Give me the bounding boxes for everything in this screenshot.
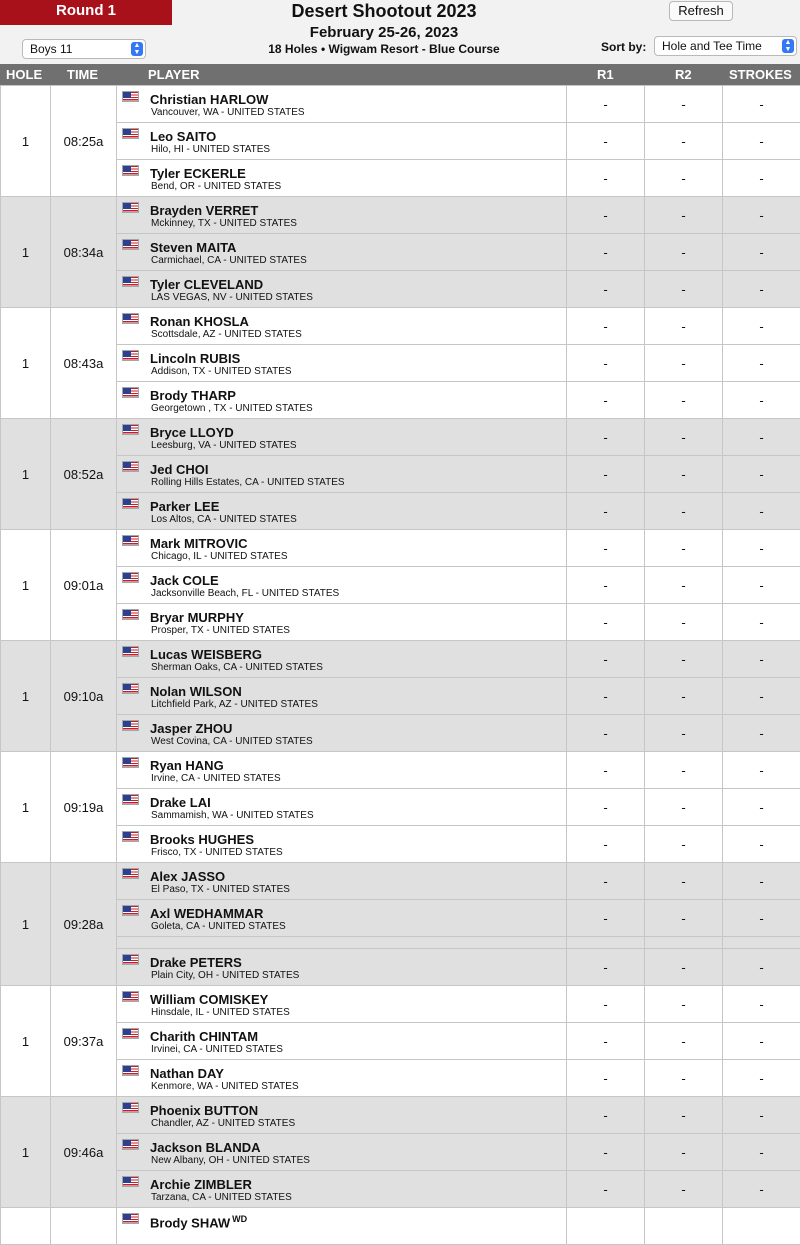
table-row[interactable] (1, 419, 800, 456)
us-flag-icon (122, 165, 139, 176)
player-name[interactable]: Nolan WILSON (150, 684, 242, 699)
withdrawn-badge: WD (232, 1214, 247, 1224)
chevron-updown-icon: ▲ ▼ (131, 42, 143, 56)
strokes-cell: - (723, 949, 800, 986)
r2-cell: - (645, 641, 723, 678)
player-location: Chicago, IL - UNITED STATES (151, 551, 288, 562)
strokes-cell: - (723, 86, 800, 123)
r2-cell: - (645, 900, 723, 937)
us-flag-icon (122, 991, 139, 1002)
strokes-cell: - (723, 678, 800, 715)
r1-cell: - (567, 456, 645, 493)
player-location: Georgetown , TX - UNITED STATES (151, 403, 313, 414)
us-flag-icon (122, 954, 139, 965)
strokes-cell: - (723, 1060, 800, 1097)
r1-cell: - (567, 604, 645, 641)
col-strokes: STROKES (729, 67, 792, 82)
player-name[interactable]: Bryar MURPHY (150, 610, 244, 625)
time-cell: 09:19a (51, 752, 117, 863)
player-location: El Paso, TX - UNITED STATES (151, 884, 290, 895)
chevron-updown-icon: ▲ ▼ (782, 39, 794, 53)
time-cell: 08:34a (51, 197, 117, 308)
table-row[interactable] (1, 949, 800, 986)
player-location: Plain City, OH - UNITED STATES (151, 970, 299, 981)
r2-cell: - (645, 715, 723, 752)
r1-cell: - (567, 1171, 645, 1208)
player-cell (117, 234, 567, 271)
hole-cell (1, 1208, 51, 1245)
player-location: Bend, OR - UNITED STATES (151, 181, 281, 192)
player-name[interactable]: Jackson BLANDA (150, 1140, 261, 1155)
us-flag-icon (122, 572, 139, 583)
strokes-cell: - (723, 456, 800, 493)
strokes-cell: - (723, 530, 800, 567)
player-name[interactable]: Phoenix BUTTON (150, 1103, 258, 1118)
table-row[interactable] (1, 123, 800, 160)
player-location: Sammamish, WA - UNITED STATES (151, 810, 314, 821)
r1-cell: - (567, 345, 645, 382)
r1-cell: - (567, 986, 645, 1023)
r1-cell: - (567, 863, 645, 900)
r2-cell: - (645, 308, 723, 345)
player-location: Irvinei, CA - UNITED STATES (151, 1044, 283, 1055)
strokes-cell: - (723, 900, 800, 937)
table-row[interactable] (1, 234, 800, 271)
time-cell: 08:52a (51, 419, 117, 530)
strokes-cell: - (723, 123, 800, 160)
player-cell (117, 345, 567, 382)
r1-cell: - (567, 308, 645, 345)
col-r1: R1 (597, 67, 614, 82)
time-cell: 09:10a (51, 641, 117, 752)
strokes-cell: - (723, 863, 800, 900)
r2-cell: - (645, 160, 723, 197)
r2-cell: - (645, 456, 723, 493)
us-flag-icon (122, 1213, 139, 1224)
col-player: PLAYER (148, 67, 200, 82)
player-name[interactable]: Brooks HUGHES (150, 832, 254, 847)
table-row[interactable] (1, 1208, 800, 1245)
r2-cell: - (645, 986, 723, 1023)
us-flag-icon (122, 646, 139, 657)
us-flag-icon (122, 276, 139, 287)
r2-cell: - (645, 345, 723, 382)
r1-cell: - (567, 197, 645, 234)
player-cell (117, 1023, 567, 1060)
r2-cell: - (645, 604, 723, 641)
player-location: Los Altos, CA - UNITED STATES (151, 514, 297, 525)
player-cell (117, 197, 567, 234)
us-flag-icon (122, 387, 139, 398)
player-name[interactable]: Brayden VERRET (150, 203, 258, 218)
strokes-cell: - (723, 1171, 800, 1208)
r1-cell: - (567, 949, 645, 986)
r2-cell: - (645, 1171, 723, 1208)
r2-cell: - (645, 789, 723, 826)
us-flag-icon (122, 683, 139, 694)
table-row[interactable] (1, 345, 800, 382)
r2-cell: - (645, 752, 723, 789)
player-name[interactable]: Brody SHAW $^{WD}$ (150, 1214, 247, 1230)
player-name[interactable]: Lincoln RUBIS (150, 351, 240, 366)
us-flag-icon (122, 831, 139, 842)
player-name[interactable]: Mark MITROVIC (150, 536, 248, 551)
player-name[interactable]: Drake LAI (150, 795, 211, 810)
hole-cell: 1 (1, 986, 51, 1097)
r1-cell (567, 1208, 645, 1245)
r1-cell: - (567, 715, 645, 752)
player-name[interactable]: Ryan HANG (150, 758, 224, 773)
table-header (0, 64, 800, 85)
table-row[interactable] (1, 382, 800, 419)
time-cell: 09:01a (51, 530, 117, 641)
player-cell (117, 863, 567, 900)
hole-cell: 1 (1, 752, 51, 863)
player-name[interactable]: Bryce LLOYD (150, 425, 234, 440)
r2-cell: - (645, 863, 723, 900)
player-name[interactable]: Jasper ZHOU (150, 721, 232, 736)
time-cell: 08:43a (51, 308, 117, 419)
hole-cell: 1 (1, 419, 51, 530)
r1-cell: - (567, 86, 645, 123)
hole-cell: 1 (1, 86, 51, 197)
strokes-cell: - (723, 986, 800, 1023)
player-name[interactable]: Christian HARLOW (150, 92, 268, 107)
strokes-cell: - (723, 752, 800, 789)
r1-cell: - (567, 641, 645, 678)
hole-cell: 1 (1, 641, 51, 752)
strokes-cell: - (723, 1097, 800, 1134)
us-flag-icon (122, 350, 139, 361)
player-location: Chandler, AZ - UNITED STATES (151, 1118, 295, 1129)
player-cell (117, 641, 567, 678)
player-location: Mckinney, TX - UNITED STATES (151, 218, 297, 229)
player-name[interactable]: William COMISKEY (150, 992, 268, 1007)
table-row[interactable] (1, 863, 800, 900)
strokes-cell: - (723, 826, 800, 863)
event-title: Desert Shootout 2023 (0, 1, 768, 22)
strokes-cell: - (723, 567, 800, 604)
r1-cell: - (567, 123, 645, 160)
player-location: Hilo, HI - UNITED STATES (151, 144, 270, 155)
r1-cell: - (567, 271, 645, 308)
player-cell (117, 530, 567, 567)
r2-cell: - (645, 1097, 723, 1134)
player-location: New Albany, OH - UNITED STATES (151, 1155, 310, 1166)
player-cell (117, 1097, 567, 1134)
player-cell (117, 493, 567, 530)
player-cell (117, 308, 567, 345)
hole-cell: 1 (1, 308, 51, 419)
tee-times-table (0, 85, 800, 1245)
player-cell (117, 123, 567, 160)
hole-cell: 1 (1, 530, 51, 641)
table-row[interactable] (1, 567, 800, 604)
player-name[interactable]: Parker LEE (150, 499, 219, 514)
player-location: Tarzana, CA - UNITED STATES (151, 1192, 292, 1203)
player-location: Jacksonville Beach, FL - UNITED STATES (151, 588, 339, 599)
division-select-value: Boys 11 (30, 42, 72, 56)
r2-cell: - (645, 419, 723, 456)
table-row[interactable] (1, 493, 800, 530)
us-flag-icon (122, 313, 139, 324)
r2-cell: - (645, 530, 723, 567)
player-name[interactable]: Archie ZIMBLER (150, 1177, 252, 1192)
strokes-cell: - (723, 345, 800, 382)
player-name[interactable]: Lucas WEISBERG (150, 647, 262, 662)
player-name[interactable]: Ronan KHOSLA (150, 314, 249, 329)
player-cell (117, 715, 567, 752)
group-gap-row (1, 937, 800, 949)
r2-cell: - (645, 1060, 723, 1097)
player-cell (117, 456, 567, 493)
refresh-button[interactable]: Refresh (669, 1, 733, 21)
player-cell (117, 678, 567, 715)
strokes-cell: - (723, 160, 800, 197)
col-time: TIME (67, 67, 98, 82)
us-flag-icon (122, 1139, 139, 1150)
table-row[interactable] (1, 1097, 800, 1134)
player-cell (117, 271, 567, 308)
player-location: Carmichael, CA - UNITED STATES (151, 255, 307, 266)
r2-cell: - (645, 382, 723, 419)
r2-cell: - (645, 826, 723, 863)
player-cell (117, 986, 567, 1023)
time-cell: 08:25a (51, 86, 117, 197)
player-name[interactable]: Steven MAITA (150, 240, 236, 255)
strokes-cell: - (723, 493, 800, 530)
r2-cell (645, 1208, 723, 1245)
strokes-cell: - (723, 641, 800, 678)
r1-cell: - (567, 1023, 645, 1060)
player-location: Prosper, TX - UNITED STATES (151, 625, 290, 636)
player-cell (117, 789, 567, 826)
table-row[interactable] (1, 826, 800, 863)
us-flag-icon (122, 91, 139, 102)
table-row[interactable] (1, 456, 800, 493)
player-location: Leesburg, VA - UNITED STATES (151, 440, 297, 451)
r1-cell: - (567, 160, 645, 197)
table-row[interactable] (1, 271, 800, 308)
r1-cell: - (567, 419, 645, 456)
r2-cell: - (645, 1023, 723, 1060)
table-row[interactable] (1, 604, 800, 641)
player-cell (117, 900, 567, 937)
strokes-cell: - (723, 382, 800, 419)
table-row[interactable] (1, 641, 800, 678)
player-cell (117, 604, 567, 641)
us-flag-icon (122, 609, 139, 620)
us-flag-icon (122, 1102, 139, 1113)
hole-cell: 1 (1, 197, 51, 308)
player-cell (117, 1134, 567, 1171)
player-location: Vancouver, WA - UNITED STATES (151, 107, 305, 118)
strokes-cell: - (723, 789, 800, 826)
us-flag-icon (122, 1065, 139, 1076)
course-info: 18 Holes • Wigwam Resort - Blue Course (0, 42, 768, 56)
event-dates: February 25-26, 2023 (0, 24, 768, 41)
player-cell (117, 826, 567, 863)
top-bar (0, 0, 800, 64)
player-location: LAS VEGAS, NV - UNITED STATES (151, 292, 313, 303)
player-location: Litchfield Park, AZ - UNITED STATES (151, 699, 318, 710)
r1-cell: - (567, 1060, 645, 1097)
strokes-cell: - (723, 271, 800, 308)
table-row[interactable] (1, 752, 800, 789)
player-name[interactable]: Brody THARP (150, 388, 236, 403)
strokes-cell: - (723, 715, 800, 752)
strokes-cell: - (723, 197, 800, 234)
table-row[interactable] (1, 530, 800, 567)
table-row[interactable] (1, 1171, 800, 1208)
player-name[interactable]: Tyler CLEVELAND (150, 277, 263, 292)
table-row[interactable] (1, 789, 800, 826)
player-cell (117, 86, 567, 123)
player-name[interactable]: Charith CHINTAM (150, 1029, 258, 1044)
r1-cell: - (567, 678, 645, 715)
col-r2: R2 (675, 67, 692, 82)
player-name[interactable]: Alex JASSO (150, 869, 225, 884)
strokes-cell: - (723, 1023, 800, 1060)
hole-cell: 1 (1, 863, 51, 986)
player-cell (117, 1208, 567, 1245)
us-flag-icon (122, 794, 139, 805)
time-cell: 09:37a (51, 986, 117, 1097)
r1-cell: - (567, 382, 645, 419)
player-name[interactable]: Jed CHOI (150, 462, 209, 477)
r2-cell: - (645, 123, 723, 160)
table-row[interactable] (1, 197, 800, 234)
table-row[interactable] (1, 1023, 800, 1060)
table-row[interactable] (1, 900, 800, 937)
r1-cell: - (567, 1097, 645, 1134)
r1-cell: - (567, 530, 645, 567)
time-cell: 09:28a (51, 863, 117, 986)
us-flag-icon (122, 1176, 139, 1187)
player-cell (117, 1060, 567, 1097)
col-hole: HOLE (6, 67, 42, 82)
table-row[interactable] (1, 86, 800, 123)
player-cell (117, 567, 567, 604)
division-select[interactable] (22, 39, 146, 59)
us-flag-icon (122, 498, 139, 509)
hole-cell: 1 (1, 1097, 51, 1208)
player-cell (117, 160, 567, 197)
strokes-cell: - (723, 234, 800, 271)
us-flag-icon (122, 202, 139, 213)
strokes-cell (723, 1208, 800, 1245)
table-row[interactable] (1, 678, 800, 715)
strokes-cell: - (723, 419, 800, 456)
us-flag-icon (122, 424, 139, 435)
table-row[interactable] (1, 1134, 800, 1171)
r2-cell: - (645, 1134, 723, 1171)
r1-cell: - (567, 493, 645, 530)
round-tab[interactable]: Round 1 (0, 0, 172, 25)
sort-by-label: Sort by: (601, 40, 646, 54)
player-location: Rolling Hills Estates, CA - UNITED STATES (151, 477, 345, 488)
player-location: Goleta, CA - UNITED STATES (151, 921, 286, 932)
r1-cell: - (567, 900, 645, 937)
sort-select[interactable] (654, 36, 797, 56)
player-location: Irvine, CA - UNITED STATES (151, 773, 281, 784)
player-name[interactable]: Nathan DAY (150, 1066, 224, 1081)
r2-cell: - (645, 197, 723, 234)
time-cell: 09:46a (51, 1097, 117, 1208)
strokes-cell: - (723, 308, 800, 345)
r2-cell: - (645, 234, 723, 271)
player-location: Kenmore, WA - UNITED STATES (151, 1081, 299, 1092)
player-cell (117, 752, 567, 789)
player-location: Addison, TX - UNITED STATES (151, 366, 292, 377)
us-flag-icon (122, 868, 139, 879)
r2-cell: - (645, 86, 723, 123)
table-row[interactable] (1, 160, 800, 197)
us-flag-icon (122, 461, 139, 472)
player-location: West Covina, CA - UNITED STATES (151, 736, 313, 747)
player-cell (117, 419, 567, 456)
r1-cell: - (567, 826, 645, 863)
us-flag-icon (122, 757, 139, 768)
player-name[interactable]: Jack COLE (150, 573, 219, 588)
sort-select-value: Hole and Tee Time (662, 39, 762, 53)
player-cell (117, 382, 567, 419)
player-cell (117, 1171, 567, 1208)
player-location: Hinsdale, IL - UNITED STATES (151, 1007, 290, 1018)
player-name[interactable]: Axl WEDHAMMAR (150, 906, 263, 921)
us-flag-icon (122, 128, 139, 139)
r1-cell: - (567, 234, 645, 271)
us-flag-icon (122, 720, 139, 731)
player-name[interactable]: Tyler ECKERLE (150, 166, 246, 181)
player-location: Scottsdale, AZ - UNITED STATES (151, 329, 302, 340)
time-cell (51, 1208, 117, 1245)
us-flag-icon (122, 535, 139, 546)
r2-cell: - (645, 493, 723, 530)
r1-cell: - (567, 752, 645, 789)
table-row[interactable] (1, 715, 800, 752)
player-location: Frisco, TX - UNITED STATES (151, 847, 283, 858)
r2-cell: - (645, 678, 723, 715)
strokes-cell: - (723, 1134, 800, 1171)
strokes-cell: - (723, 604, 800, 641)
table-row[interactable] (1, 1060, 800, 1097)
r1-cell: - (567, 567, 645, 604)
r1-cell: - (567, 789, 645, 826)
table-row[interactable] (1, 986, 800, 1023)
us-flag-icon (122, 1028, 139, 1039)
player-location: Sherman Oaks, CA - UNITED STATES (151, 662, 323, 673)
r1-cell: - (567, 1134, 645, 1171)
table-row[interactable] (1, 308, 800, 345)
us-flag-icon (122, 239, 139, 250)
us-flag-icon (122, 905, 139, 916)
player-name[interactable]: Leo SAITO (150, 129, 216, 144)
r2-cell: - (645, 949, 723, 986)
r2-cell: - (645, 271, 723, 308)
player-name[interactable]: Drake PETERS (150, 955, 242, 970)
player-cell (117, 949, 567, 986)
r2-cell: - (645, 567, 723, 604)
